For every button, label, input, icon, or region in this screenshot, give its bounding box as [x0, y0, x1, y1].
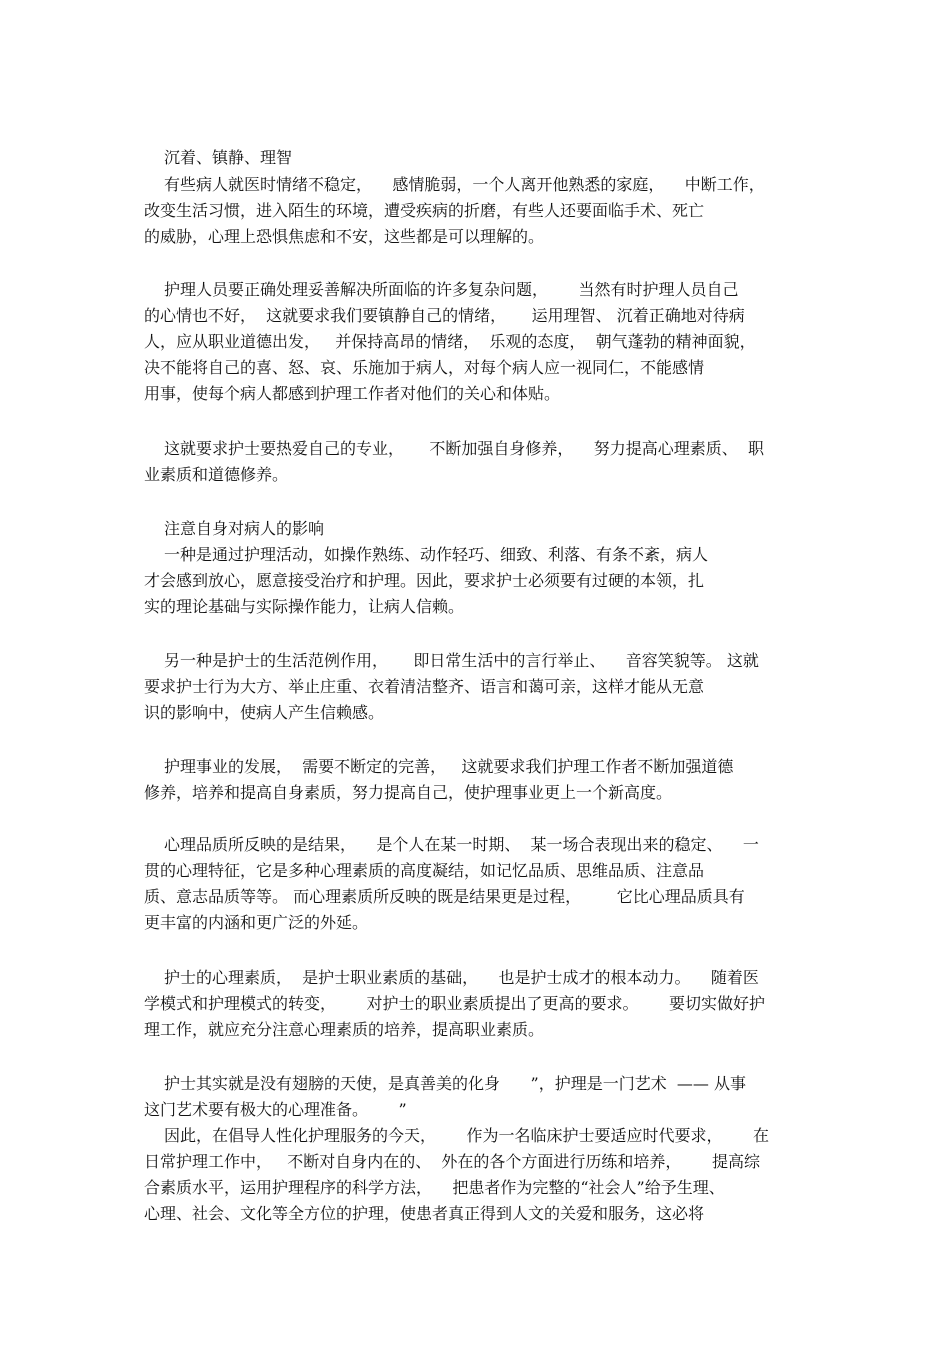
paragraph-line: 改变生活习惯，进入陌生的环境，遭受疾病的折磨，有些人还要面临手术、死亡: [144, 201, 705, 220]
paragraph-line: 这门艺术要有极大的心理准备。 ”: [144, 1100, 407, 1119]
paragraph-line: 质、意志品质等等。 而心理素质所反映的既是结果更是过程， 它比心理品质具有: [144, 887, 745, 906]
paragraph-line: 要求护士行为大方、举止庄重、衣着清洁整齐、语言和蔼可亲，这样才能从无意: [144, 677, 705, 696]
paragraph-line: 有些病人就医时情绪不稳定， 感情脆弱，一个人离开他熟悉的家庭， 中断工作，: [164, 175, 765, 194]
paragraph-line: 决不能将自己的喜、怒、哀、乐施加于病人，对每个病人应一视同仁，不能感情: [144, 358, 705, 377]
paragraph-line: 护理事业的发展， 需要不断定的完善， 这就要求我们护理工作者不断加强道德: [164, 757, 734, 776]
paragraph-line: 贯的心理特征，它是多种心理素质的高度凝结，如记忆品质、思维品质、注意品: [144, 861, 705, 880]
paragraph-line: 学模式和护理模式的转变， 对护士的职业素质提出了更高的要求。 要切实做好护: [144, 994, 766, 1013]
paragraph-line: 合素质水平，运用护理程序的科学方法， 把患者作为完整的“社会人”给予生理、: [144, 1178, 725, 1197]
paragraph-line: 另一种是护士的生活范例作用， 即日常生活中的言行举止、 音容笑貌等。 这就: [164, 651, 759, 670]
paragraph-line: 护士的心理素质， 是护士职业素质的基础， 也是护士成才的根本动力。 随着医: [164, 968, 759, 987]
paragraph-line: 心理品质所反映的是结果， 是个人在某一时期、 某一场合表现出来的稳定、 一: [164, 835, 759, 854]
paragraph-line: 一种是通过护理活动，如操作熟练、动作轻巧、细致、利落、有条不紊，病人: [164, 545, 709, 564]
paragraph-line: 护理人员要正确处理妥善解决所面临的许多复杂问题， 当然有时护理人员自己: [164, 280, 739, 299]
paragraph-line: 日常护理工作中， 不断对自身内在的、 外在的各个方面进行历练和培养， 提高综: [144, 1152, 760, 1171]
paragraph-line: 这就要求护士要热爱自己的专业， 不断加强自身修养， 努力提高心理素质、 职: [164, 439, 764, 458]
paragraph-line: 护士其实就是没有翅膀的天使，是真善美的化身 ”，护理是一门艺术 —— 从事: [164, 1074, 746, 1093]
paragraph-line: 才会感到放心，愿意接受治疗和护理。因此，要求护士必须要有过硬的本领，扎: [144, 571, 705, 590]
paragraph-line: 更丰富的内涵和更广泛的外延。: [144, 913, 369, 932]
section-heading-composure: 沉着、镇静、理智: [164, 148, 293, 167]
paragraph-line: 理工作，就应充分注意心理素质的培养，提高职业素质。: [144, 1020, 545, 1039]
paragraph-line: 心理、社会、文化等全方位的护理，使患者真正得到人文的关爱和服务，这必将: [144, 1204, 705, 1223]
paragraph-line: 业素质和道德修养。: [144, 465, 289, 484]
paragraph-line: 人，应从职业道德出发， 并保持高昂的情绪， 乐观的态度， 朝气蓬勃的精神面貌，: [144, 332, 756, 351]
paragraph-line: 实的理论基础与实际操作能力，让病人信赖。: [144, 597, 465, 616]
paragraph-line: 识的影响中，使病人产生信赖感。: [144, 703, 385, 722]
paragraph-line: 修养，培养和提高自身素质，努力提高自己，使护理事业更上一个新高度。: [144, 783, 673, 802]
paragraph-line: 因此，在倡导人性化护理服务的今天， 作为一名临床护士要适应时代要求， 在: [164, 1126, 770, 1145]
paragraph-line: 的心情也不好， 这就要求我们要镇静自己的情绪， 运用理智、 沉着正确地对待病: [144, 306, 745, 325]
paragraph-line: 的威胁，心理上恐惧焦虑和不安，这些都是可以理解的。: [144, 227, 545, 246]
section-heading-influence: 注意自身对病人的影响: [164, 519, 325, 538]
paragraph-line: 用事，使每个病人都感到护理工作者对他们的关心和体贴。: [144, 384, 561, 403]
